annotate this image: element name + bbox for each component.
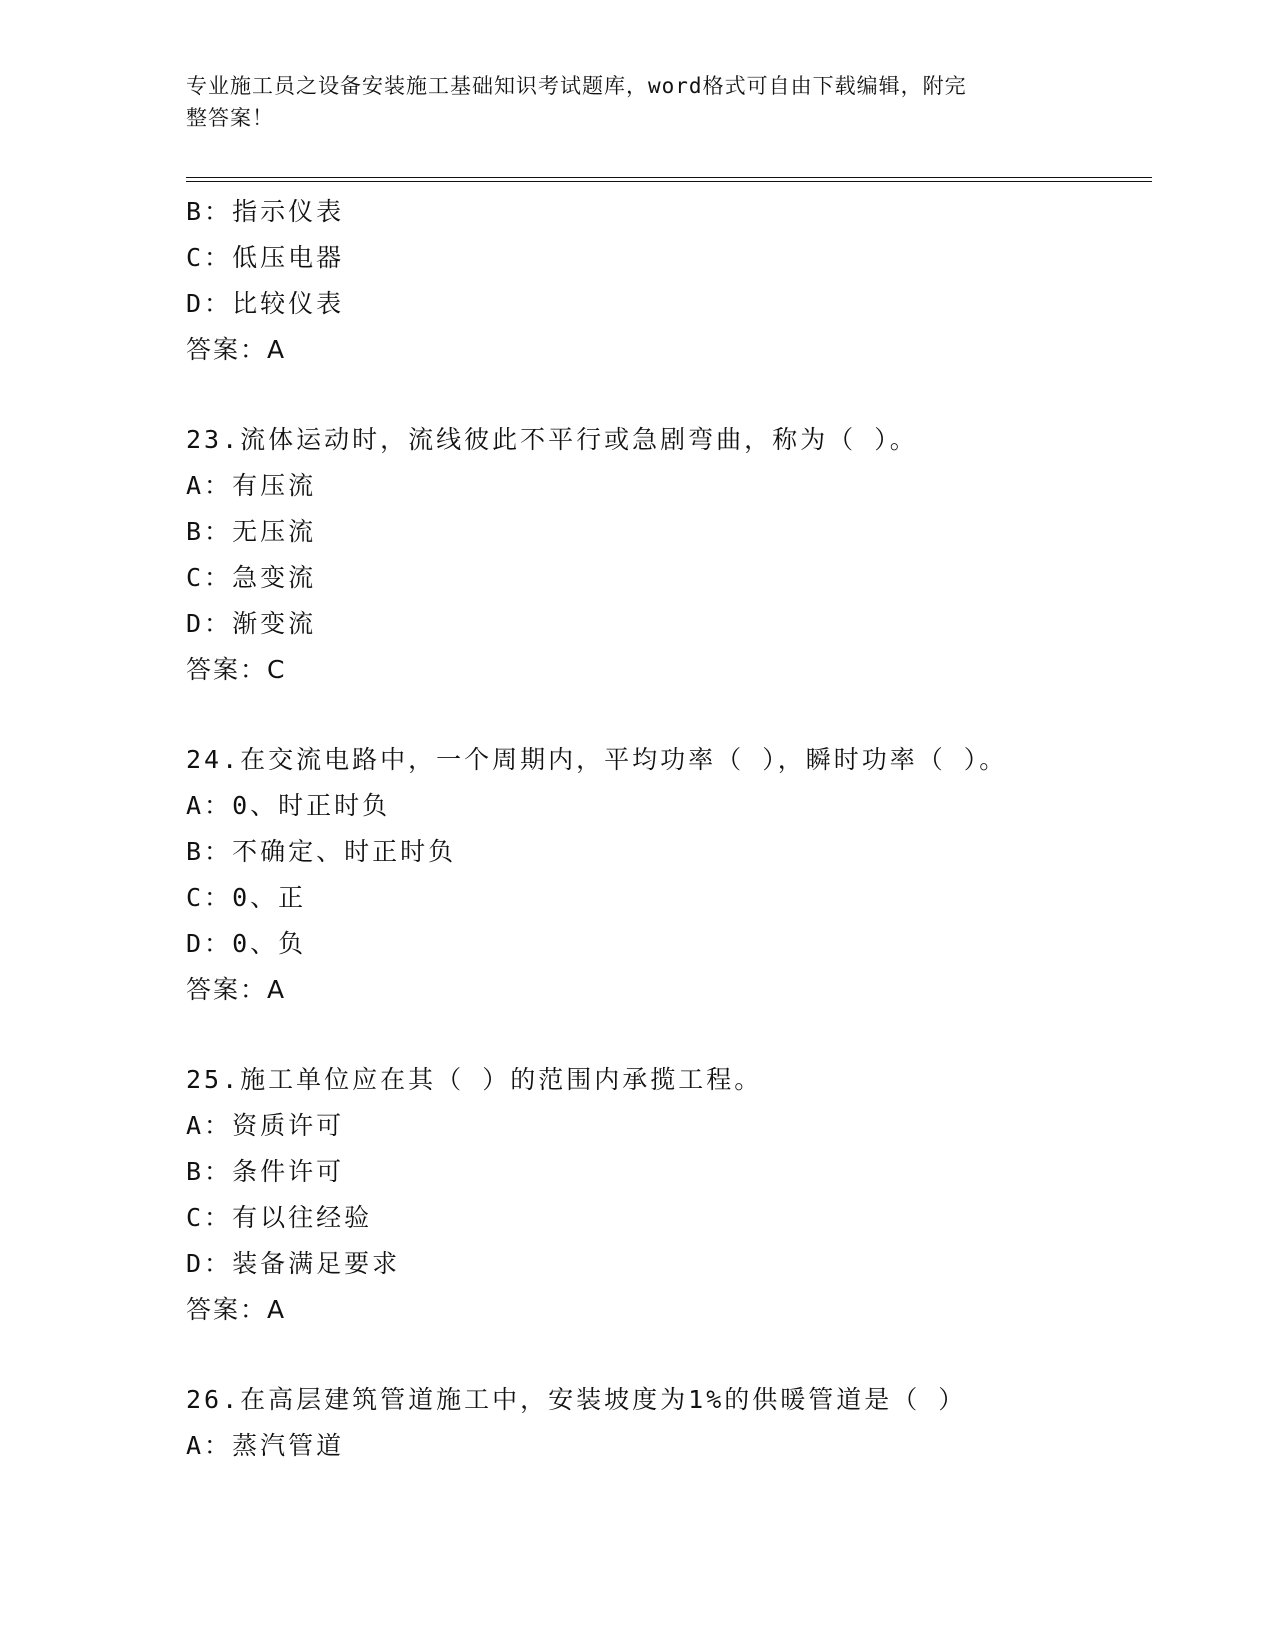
answer-line: [186, 327, 1152, 373]
option-text: 不确定、时正时负: [232, 837, 457, 866]
option-a: [186, 783, 1152, 829]
question-25: [186, 1057, 1152, 1333]
answer-line: [186, 647, 1152, 693]
option-label: A：: [186, 791, 233, 820]
option-text: 有压流: [232, 471, 317, 500]
option-d: [186, 921, 1152, 967]
question-23: [186, 417, 1152, 693]
option-label: C：: [186, 243, 233, 272]
option-label: A：: [186, 1111, 233, 1140]
answer-value: A: [267, 1295, 287, 1324]
header-divider-top: [186, 177, 1152, 178]
answer-line: [186, 967, 1152, 1013]
option-a: [186, 1103, 1152, 1149]
option-text: 无压流: [232, 517, 317, 546]
answer-value: A: [267, 335, 287, 364]
answer-label: 答案：: [186, 1295, 268, 1324]
question-stem: [186, 1377, 1152, 1423]
option-label: D：: [186, 609, 233, 638]
option-text: 0、正: [232, 883, 307, 912]
option-text: 急变流: [232, 563, 317, 592]
option-c: [186, 555, 1152, 601]
answer-value: C: [267, 655, 287, 684]
option-label: D：: [186, 929, 233, 958]
question-stem: [186, 1057, 1152, 1103]
option-label: D：: [186, 1249, 233, 1278]
question-text: 在交流电路中，一个周期内，平均功率（ ），瞬时功率（ ）。: [240, 745, 1008, 774]
option-label: B：: [186, 1157, 233, 1186]
option-b: [186, 509, 1152, 555]
header-line-2: 整答案！: [186, 106, 274, 130]
option-label: B：: [186, 837, 233, 866]
question-stem: [186, 417, 1152, 463]
option-text: 渐变流: [232, 609, 317, 638]
document-header: [186, 70, 1066, 134]
option-label: A：: [186, 471, 233, 500]
option-label: C：: [186, 883, 233, 912]
question-24: [186, 737, 1152, 1013]
option-b: [186, 1149, 1152, 1195]
option-b: [186, 829, 1152, 875]
option-c: [186, 875, 1152, 921]
option-b: [186, 189, 1152, 235]
answer-line: [186, 1287, 1152, 1333]
question-text: 在高层建筑管道施工中，安装坡度为1%的供暖管道是（ ）: [240, 1385, 967, 1414]
option-label: C：: [186, 563, 233, 592]
question-stem: [186, 737, 1152, 783]
question-number: 25.: [186, 1065, 241, 1094]
option-label: D：: [186, 289, 233, 318]
option-label: C：: [186, 1203, 233, 1232]
option-text: 蒸汽管道: [232, 1431, 345, 1460]
header-divider-bottom: [186, 181, 1152, 182]
header-line-1: 专业施工员之设备安装施工基础知识考试题库，word格式可自由下载编辑，附完: [186, 74, 967, 98]
option-c: [186, 235, 1152, 281]
option-label: B：: [186, 197, 233, 226]
question-number: 23.: [186, 425, 241, 454]
option-text: 比较仪表: [232, 289, 345, 318]
answer-value: A: [267, 975, 287, 1004]
option-label: A：: [186, 1431, 233, 1460]
question-26: [186, 1377, 1152, 1469]
question-22-continued: [186, 189, 1152, 373]
option-d: [186, 601, 1152, 647]
question-text: 施工单位应在其（ ）的范围内承揽工程。: [240, 1065, 763, 1094]
option-text: 0、时正时负: [232, 791, 391, 820]
option-d: [186, 1241, 1152, 1287]
question-number: 24.: [186, 745, 241, 774]
answer-label: 答案：: [186, 655, 268, 684]
option-text: 条件许可: [232, 1157, 345, 1186]
answer-label: 答案：: [186, 335, 268, 364]
option-a: [186, 1423, 1152, 1469]
option-text: 有以往经验: [232, 1203, 373, 1232]
option-text: 低压电器: [232, 243, 345, 272]
question-text: 流体运动时，流线彼此不平行或急剧弯曲，称为（ ）。: [240, 425, 918, 454]
option-text: 0、负: [232, 929, 307, 958]
answer-label: 答案：: [186, 975, 268, 1004]
option-text: 指示仪表: [232, 197, 345, 226]
option-label: B：: [186, 517, 233, 546]
option-d: [186, 281, 1152, 327]
option-text: 资质许可: [232, 1111, 345, 1140]
question-number: 26.: [186, 1385, 241, 1414]
option-c: [186, 1195, 1152, 1241]
option-text: 装备满足要求: [232, 1249, 401, 1278]
option-a: [186, 463, 1152, 509]
question-list: [186, 189, 1152, 1469]
